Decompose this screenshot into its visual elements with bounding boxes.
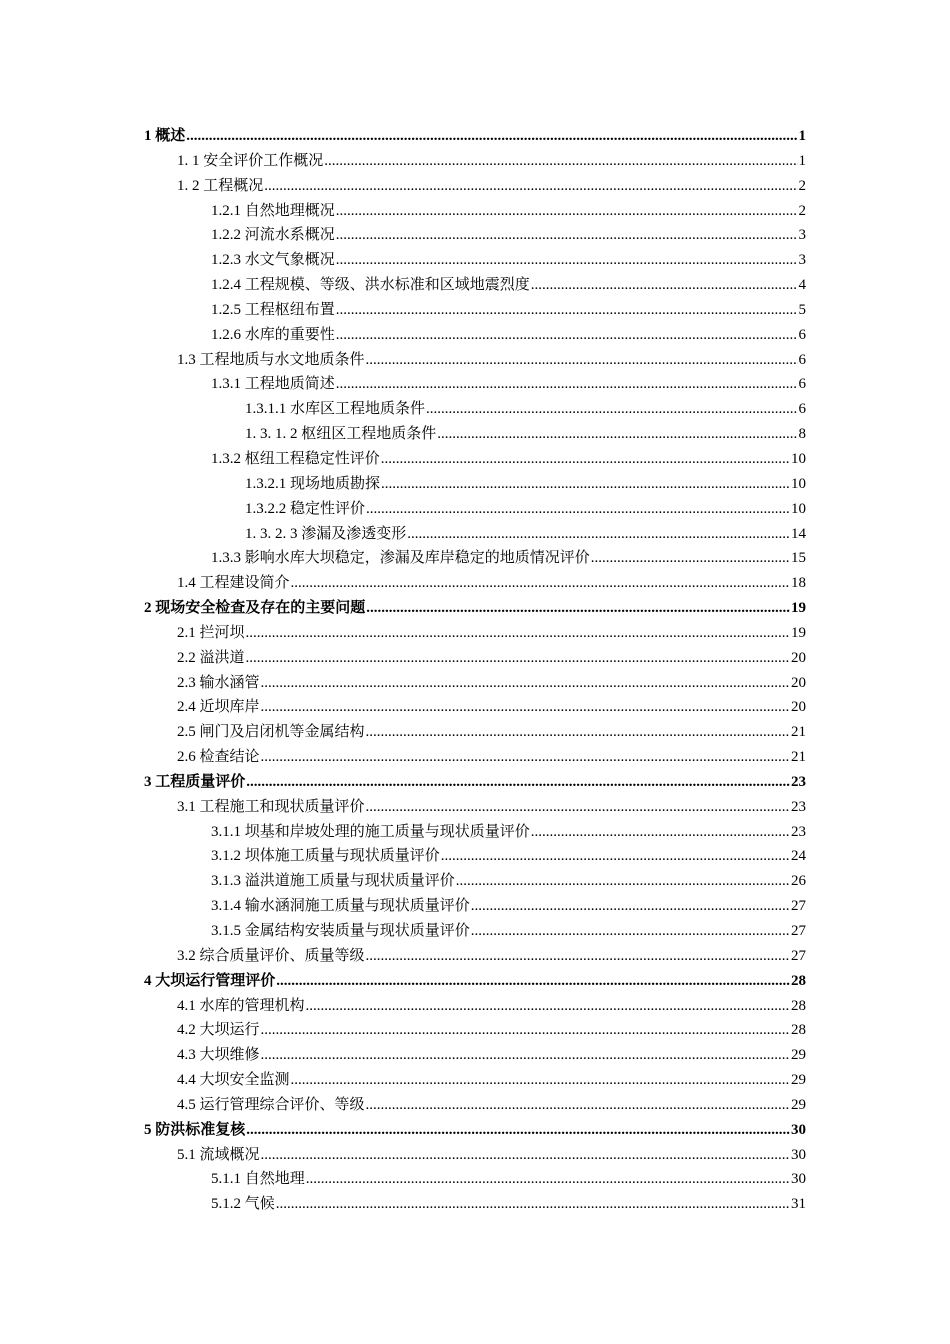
- toc-dot-leader: [336, 298, 798, 323]
- toc-entry[interactable]: [144, 522, 806, 547]
- toc-entry-title: 3.1.4 输水涵洞施工质量与现状质量评价: [211, 898, 470, 915]
- toc-entry[interactable]: [144, 298, 806, 323]
- toc-dot-leader: [531, 273, 798, 298]
- toc-entry[interactable]: [144, 124, 806, 149]
- toc-dot-leader: [186, 124, 797, 149]
- toc-dot-leader: [366, 795, 790, 820]
- toc-entry-page-number: 30: [791, 1121, 806, 1138]
- toc-entry[interactable]: [144, 745, 806, 770]
- toc-dot-leader: [246, 646, 790, 671]
- toc-dot-leader: [366, 348, 798, 373]
- toc-entry-page-number: 30: [791, 1171, 806, 1188]
- toc-entry-page-number: 2: [798, 202, 806, 219]
- toc-entry-page-number: 3: [798, 227, 806, 244]
- toc-entry-title: 5.1.2 气候: [211, 1196, 275, 1213]
- toc-entry-title: 3.1.2 坝体施工质量与现状质量评价: [211, 848, 440, 865]
- toc-entry-page-number: 20: [791, 674, 806, 691]
- toc-entry-title: 2 现场安全检查及存在的主要问题: [144, 600, 366, 617]
- toc-entry[interactable]: [144, 770, 806, 795]
- toc-entry[interactable]: [144, 323, 806, 348]
- toc-entry-page-number: 20: [791, 699, 806, 716]
- toc-entry[interactable]: [144, 596, 806, 621]
- toc-entry-title: 1. 2 工程概况: [177, 177, 264, 194]
- toc-dot-leader: [261, 671, 790, 696]
- toc-entry-page-number: 14: [791, 525, 806, 542]
- toc-dot-leader: [531, 820, 790, 845]
- toc-dot-leader: [471, 919, 790, 944]
- toc-entry-title: 4.4 大坝安全监测: [177, 1072, 290, 1089]
- toc-entry-title: 2.1 拦河坝: [177, 624, 245, 641]
- toc-dot-leader: [261, 1043, 790, 1068]
- toc-entry-title: 1.2.6 水库的重要性: [211, 326, 335, 343]
- toc-entry-title: 2.4 近坝库岸: [177, 699, 260, 716]
- toc-entry-page-number: 29: [791, 1072, 806, 1089]
- toc-dot-leader: [456, 869, 790, 894]
- toc-dot-leader: [381, 472, 790, 497]
- toc-entry-title: 4.1 水库的管理机构: [177, 997, 305, 1014]
- toc-entry-page-number: 30: [791, 1146, 806, 1163]
- toc-entry[interactable]: [144, 348, 806, 373]
- toc-dot-leader: [336, 372, 798, 397]
- toc-entry-page-number: 6: [798, 376, 806, 393]
- toc-entry[interactable]: [144, 820, 806, 845]
- toc-dot-leader: [366, 596, 790, 621]
- toc-entry-title: 1.4 工程建设简介: [177, 575, 290, 592]
- toc-entry[interactable]: [144, 149, 806, 174]
- toc-entry-page-number: 21: [791, 749, 806, 766]
- toc-entry-title: 2.2 溢洪道: [177, 649, 245, 666]
- toc-entry-title: 1. 1 安全评价工作概况: [177, 152, 324, 169]
- toc-entry[interactable]: [144, 397, 806, 422]
- toc-entry-title: 4.5 运行管理综合评价、等级: [177, 1096, 365, 1113]
- toc-entry-page-number: 6: [798, 351, 806, 368]
- toc-dot-leader: [336, 223, 798, 248]
- toc-entry-page-number: 27: [791, 947, 806, 964]
- toc-entry[interactable]: [144, 869, 806, 894]
- toc-dot-leader: [426, 397, 797, 422]
- toc-entry[interactable]: [144, 497, 806, 522]
- toc-entry[interactable]: [144, 174, 806, 199]
- toc-entry-page-number: 28: [791, 972, 806, 989]
- toc-entry[interactable]: [144, 1043, 806, 1068]
- toc-entry-title: 1 概述: [144, 128, 186, 144]
- toc-entry-page-number: 1: [798, 152, 806, 169]
- toc-entry[interactable]: [144, 795, 806, 820]
- toc-entry-page-number: 8: [798, 426, 806, 443]
- toc-entry[interactable]: [144, 1192, 806, 1217]
- toc-dot-leader: [437, 422, 797, 447]
- toc-dot-leader: [381, 447, 790, 472]
- toc-entry-title: 1. 3. 1. 2 枢纽区工程地质条件: [245, 426, 437, 443]
- toc-entry[interactable]: [144, 248, 806, 273]
- toc-entry-title: 1.3.1.1 水库区工程地质条件: [245, 401, 426, 418]
- toc-entry-page-number: 27: [791, 923, 806, 939]
- toc-entry-page-number: 28: [791, 997, 806, 1014]
- toc-entry-page-number: 28: [791, 1022, 806, 1039]
- toc-entry[interactable]: [144, 695, 806, 720]
- toc-entry-title: 3.1.1 坝基和岸坡处理的施工质量与现状质量评价: [211, 823, 530, 840]
- toc-dot-leader: [264, 174, 797, 199]
- toc-entry-title: 4.2 大坝运行: [177, 1022, 260, 1039]
- toc-dot-leader: [366, 497, 790, 522]
- toc-entry[interactable]: [144, 472, 806, 497]
- toc-dot-leader: [441, 844, 790, 869]
- toc-dot-leader: [306, 1167, 790, 1192]
- toc-entry[interactable]: [144, 621, 806, 646]
- toc-entry-page-number: 10: [791, 450, 806, 467]
- toc-entry-title: 1.3 工程地质与水文地质条件: [177, 351, 365, 368]
- toc-entry-page-number: 26: [791, 873, 806, 890]
- toc-entry-page-number: 27: [791, 898, 806, 915]
- toc-entry[interactable]: [144, 844, 806, 869]
- toc-entry-title: 3.2 综合质量评价、质量等级: [177, 947, 365, 964]
- toc-entry-page-number: 4: [798, 277, 806, 294]
- toc-entry[interactable]: [144, 571, 806, 596]
- toc-dot-leader: [261, 745, 790, 770]
- toc-entry[interactable]: [144, 994, 806, 1019]
- toc-entry-title: 3.1.3 溢洪道施工质量与现状质量评价: [211, 873, 455, 890]
- toc-dot-leader: [276, 1192, 790, 1217]
- toc-entry-title: 5 防洪标准复核: [144, 1121, 246, 1138]
- toc-entry-page-number: 29: [791, 1096, 806, 1113]
- toc-dot-leader: [261, 1018, 790, 1043]
- toc-entry[interactable]: [144, 969, 806, 994]
- toc-entry[interactable]: [144, 720, 806, 745]
- toc-entry-page-number: 21: [791, 724, 806, 741]
- toc-entry-title: 1.3.3 影响水库大坝稳定，渗漏及库岸稳定的地质情况评价: [211, 550, 590, 567]
- toc-entry[interactable]: [144, 646, 806, 671]
- toc-entry-page-number: 24: [791, 848, 806, 865]
- toc-entry[interactable]: [144, 223, 806, 248]
- toc-entry-page-number: 23: [791, 798, 806, 815]
- toc-entry-page-number: 6: [798, 326, 806, 343]
- toc-dot-leader: [261, 1143, 790, 1168]
- toc-dot-leader: [336, 323, 798, 348]
- toc-dot-leader: [407, 522, 790, 547]
- toc-entry-title: 2.5 闸门及启闭机等金属结构: [177, 724, 365, 741]
- toc-entry-title: 1.3.2.2 稳定性评价: [245, 500, 366, 517]
- toc-entry-page-number: 15: [791, 550, 806, 567]
- toc-dot-leader: [471, 894, 790, 919]
- toc-dot-leader: [366, 1093, 790, 1118]
- toc-entry[interactable]: [144, 919, 806, 944]
- toc-dot-leader: [336, 248, 798, 273]
- toc-entry-page-number: 19: [791, 624, 806, 641]
- toc-entry-title: 5.1 流域概况: [177, 1146, 260, 1163]
- toc-entry-title: 1.3.2.1 现场地质勘探: [245, 475, 381, 492]
- toc-dot-leader: [246, 1118, 790, 1143]
- toc-entry[interactable]: [144, 199, 806, 224]
- toc-entry-page-number: 3: [798, 252, 806, 269]
- toc-dot-leader: [306, 994, 790, 1019]
- toc-entry[interactable]: [144, 447, 806, 472]
- toc-dot-leader: [276, 969, 790, 994]
- toc-entry-page-number: 2: [798, 177, 806, 194]
- toc-entry-title: 4 大坝运行管理评价: [144, 972, 276, 989]
- toc-entry-title: 3.1 工程施工和现状质量评价: [177, 798, 365, 815]
- toc-entry-page-number: 10: [791, 500, 806, 517]
- toc-entry-page-number: 23: [791, 823, 806, 840]
- toc-entry-title: 2.3 输水涵管: [177, 674, 260, 691]
- toc-entry-title: 1.3.2 枢纽工程稳定性评价: [211, 450, 380, 467]
- toc-entry[interactable]: [144, 1143, 806, 1168]
- toc-entry[interactable]: [144, 1167, 806, 1192]
- toc-entry-page-number: 18: [791, 575, 806, 592]
- toc-dot-leader: [336, 199, 798, 224]
- toc-entry[interactable]: [144, 546, 806, 571]
- toc-entry-title: 1.2.4 工程规模、等级、洪水标准和区域地震烈度: [211, 277, 530, 294]
- toc-entry[interactable]: [144, 422, 806, 447]
- toc-entry-title: 1. 3. 2. 3 渗漏及渗透变形: [245, 525, 407, 542]
- toc-entry-page-number: 6: [798, 401, 806, 418]
- toc-entry-title: 1.2.3 水文气象概况: [211, 252, 335, 269]
- toc-entry[interactable]: [144, 944, 806, 969]
- toc-entry-title: 3.1.5 金属结构安装质量与现状质量评价: [211, 923, 470, 939]
- toc-entry-page-number: 10: [791, 475, 806, 492]
- toc-entry[interactable]: [144, 671, 806, 696]
- toc-dot-leader: [246, 770, 790, 795]
- toc-entry-page-number: 31: [791, 1196, 806, 1213]
- toc-entry-title: 1.2.2 河流水系概况: [211, 227, 335, 244]
- table-of-contents: [144, 124, 806, 1217]
- toc-entry-title: 4.3 大坝维修: [177, 1047, 260, 1064]
- toc-entry[interactable]: [144, 894, 806, 919]
- toc-entry-title: 1.2.5 工程枢纽布置: [211, 301, 335, 318]
- toc-entry[interactable]: [144, 1118, 806, 1143]
- toc-entry-page-number: 29: [791, 1047, 806, 1064]
- toc-dot-leader: [591, 546, 790, 571]
- toc-dot-leader: [291, 1068, 790, 1093]
- toc-entry-title: 1.3.1 工程地质简述: [211, 376, 335, 393]
- toc-entry-page-number: 23: [791, 773, 806, 790]
- toc-entry-title: 1.2.1 自然地理概况: [211, 202, 335, 219]
- toc-entry[interactable]: [144, 1093, 806, 1118]
- toc-dot-leader: [366, 720, 790, 745]
- toc-entry-page-number: 1: [798, 128, 806, 144]
- toc-dot-leader: [261, 695, 790, 720]
- toc-entry[interactable]: [144, 1018, 806, 1043]
- toc-entry-page-number: 20: [791, 649, 806, 666]
- toc-dot-leader: [324, 149, 797, 174]
- toc-dot-leader: [246, 621, 790, 646]
- toc-entry[interactable]: [144, 1068, 806, 1093]
- toc-dot-leader: [291, 571, 790, 596]
- toc-entry-title: 5.1.1 自然地理: [211, 1171, 305, 1188]
- toc-entry-title: 3 工程质量评价: [144, 773, 246, 790]
- toc-entry[interactable]: [144, 372, 806, 397]
- toc-entry-page-number: 5: [798, 301, 806, 318]
- toc-entry-page-number: 19: [791, 600, 806, 617]
- toc-entry-title: 2.6 检查结论: [177, 749, 260, 766]
- toc-entry[interactable]: [144, 273, 806, 298]
- toc-dot-leader: [366, 944, 790, 969]
